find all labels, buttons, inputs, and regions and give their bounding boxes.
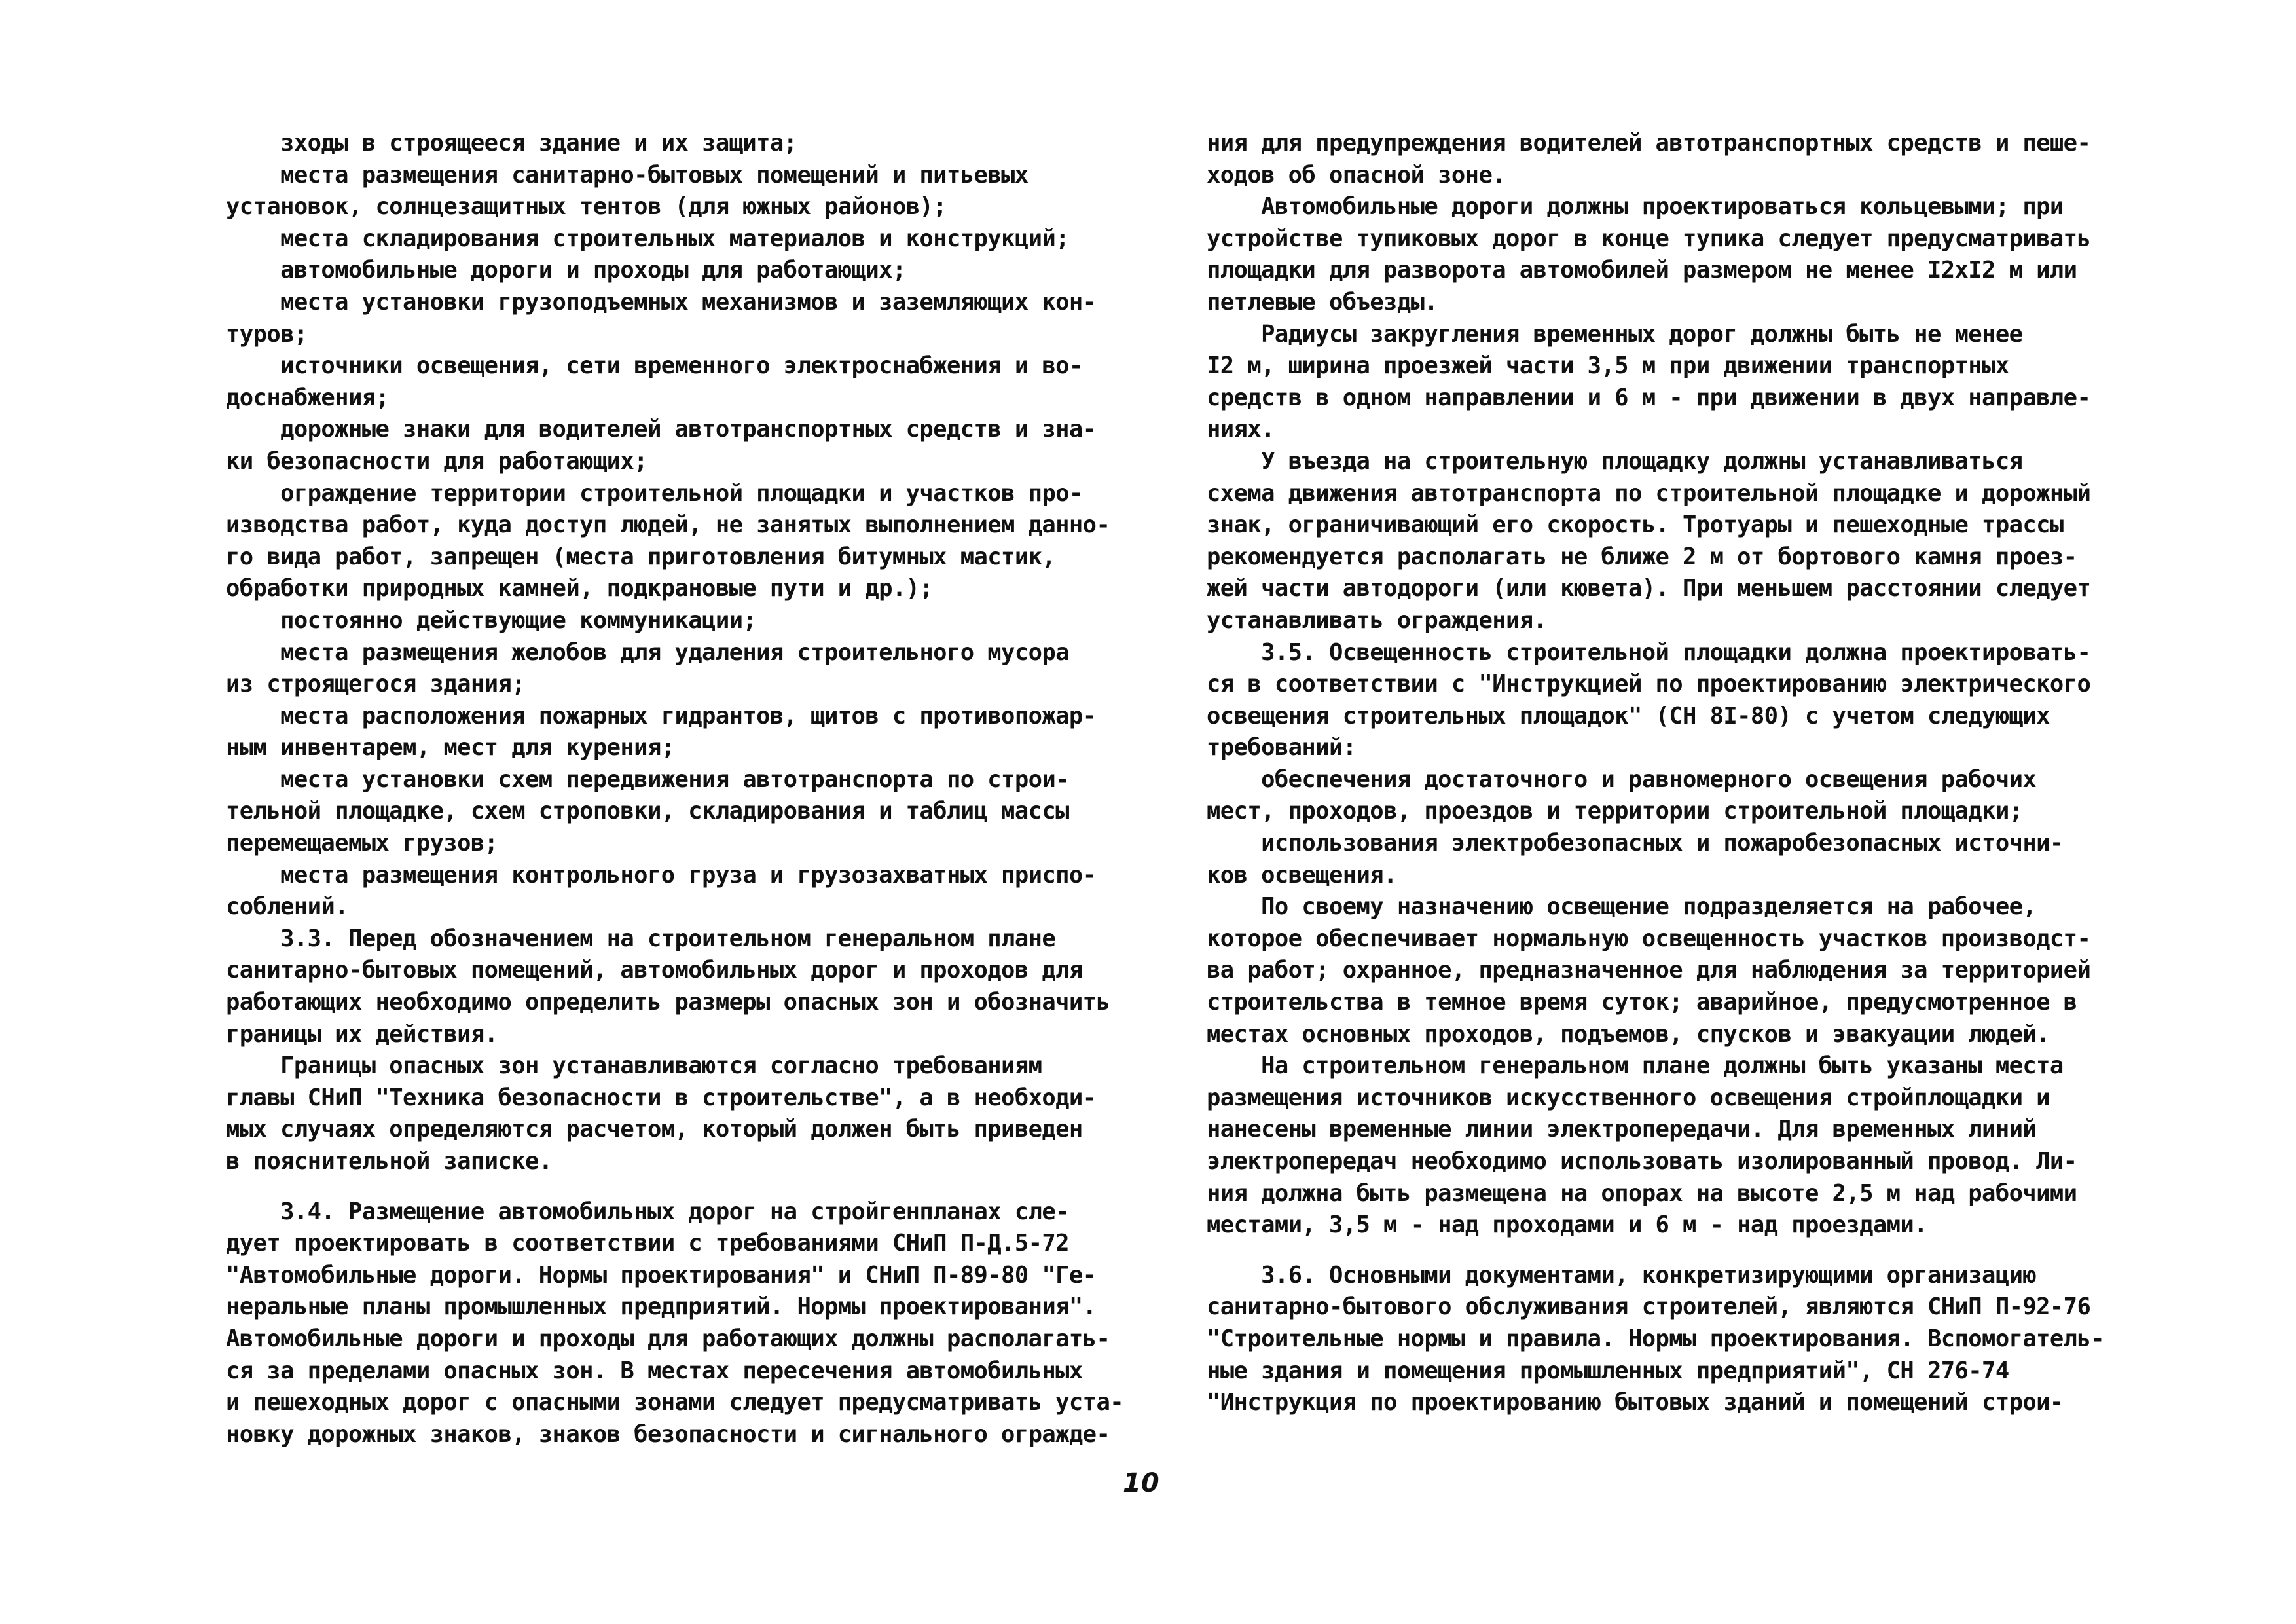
text-line: обеспечения достаточного и равномерного освещения рабочих [1207, 766, 2037, 793]
text-line: ся за пределами опасных зон. В местах пересечения автомобильных [226, 1357, 1083, 1384]
text-line: изводства работ, куда доступ людей, не занятых выполнением данно- [226, 511, 1110, 539]
text-line: санитарно-бытового обслуживания строителей, являются СНиП П-92-76 [1207, 1293, 2091, 1321]
text-line: главы СНиП "Техника безопасности в строительстве", а в необходи- [226, 1084, 1097, 1111]
text-line: тельной площадке, схем строповки, складирования и таблиц массы [226, 798, 1069, 825]
text-line: 3.4. Размещение автомобильных дорог на стройгенпланах сле- [226, 1198, 1069, 1225]
text-line: Автомобильные дороги должны проектироваться кольцевыми; при [1207, 193, 2064, 221]
text-line: автомобильные дороги и проходы для работающих; [226, 257, 906, 284]
text-line: Радиусы закругления временных дорог должны быть не менее [1207, 320, 2023, 348]
text-line: в пояснительной записке. [226, 1148, 553, 1175]
text-line: "Инструкция по проектированию бытовых зданий и помещений строи- [1207, 1389, 2064, 1416]
left-text-column [226, 128, 1123, 1450]
text-line: нанесены временные линии электропередачи. Для временных линий [1207, 1116, 2037, 1143]
text-line: из строящегося здания; [226, 671, 526, 698]
text-line: использования электробезопасных и пожаробезопасных источни- [1207, 830, 2064, 857]
text-line: источники освещения, сети временного электроснабжения и во- [226, 352, 1083, 380]
text-line: мест, проходов, проездов и территории строительной площадки; [1207, 798, 2023, 825]
text-line: устройстве тупиковых дорог в конце тупика следует предусматривать [1207, 225, 2091, 252]
text-line: освещения строительных площадок" (СН 8I-80) с учетом следующих [1207, 702, 2050, 729]
text-line: знак, ограничивающий его скорость. Тротуары и пешеходные трассы [1207, 511, 2064, 539]
text-line: ограждение территории строительной площадки и участков про- [226, 479, 1083, 507]
text-line: ков освещения. [1207, 861, 1397, 889]
text-line: доснабжения; [226, 384, 390, 411]
text-line: петлевые объезды. [1207, 288, 1438, 316]
text-line: схема движения автотранспорта по строительной площадке и дорожный [1207, 479, 2091, 507]
text-line: границы их действия. [226, 1020, 498, 1048]
text-line: неральные планы промышленных предприятий. Нормы проектирования". [226, 1293, 1097, 1321]
text-line: электропередач необходимо использовать изолированный провод. Ли- [1207, 1148, 2077, 1175]
text-line: соблений. [226, 893, 348, 921]
text-line: ния должна быть размещена на опорах на высоте 2,5 м над рабочими [1207, 1179, 2077, 1207]
text-line: строительства в темное время суток; аварийное, предусмотренное в [1207, 989, 2077, 1016]
text-line: По своему назначению освещение подразделяется на рабочее, [1207, 893, 2037, 921]
text-line: работающих необходимо определить размеры опасных зон и обозначить [226, 989, 1110, 1016]
text-line: ным инвентарем, мест для курения; [226, 734, 675, 762]
text-line: размещения источников искусственного освещения стройплощадки и [1207, 1084, 2050, 1111]
text-line: места установки схем передвижения автотранспорта по строи- [226, 766, 1069, 793]
text-line: ниях. [1207, 416, 1275, 443]
text-line: установок, солнцезащитных тентов (для южных районов); [226, 193, 947, 221]
text-line: требований: [1207, 734, 1357, 762]
text-line: I2 м, ширина проезжей части 3,5 м при движении транспортных [1207, 352, 2009, 380]
text-line: новку дорожных знаков, знаков безопасности и сигнального огражде- [226, 1420, 1110, 1448]
text-line: зходы в строящееся здание и их защита; [226, 130, 797, 157]
text-line: ки безопасности для работающих; [226, 447, 647, 475]
paragraph-gap [226, 1178, 1123, 1196]
text-line: и пешеходных дорог с опасными зонами следует предусматривать уста- [226, 1389, 1124, 1416]
text-line: рекомендуется располагать не ближе 2 м от бортового камня проез- [1207, 543, 2077, 570]
text-line: На строительном генеральном плане должны быть указаны места [1207, 1052, 2064, 1080]
text-line: места размещения желобов для удаления строительного мусора [226, 638, 1069, 666]
text-line: мых случаях определяются расчетом, который должен быть приведен [226, 1116, 1083, 1143]
text-line: ся в соответствии с "Инструкцией по проектированию электрического [1207, 671, 2091, 698]
text-line: места расположения пожарных гидрантов, щитов с противопожар- [226, 702, 1097, 729]
text-line: 3.6. Основными документами, конкретизирующими организацию [1207, 1261, 2037, 1289]
text-line: санитарно-бытовых помещений, автомобильных дорог и проходов для [226, 957, 1083, 984]
text-line: места установки грузоподъемных механизмов и заземляющих кон- [226, 288, 1097, 316]
text-line: Границы опасных зон устанавливаются согласно требованиям [226, 1052, 1042, 1080]
text-line: места размещения санитарно-бытовых помещений и питьевых [226, 161, 1029, 189]
text-line: жей части автодороги (или кювета). При меньшем расстоянии следует [1207, 575, 2091, 602]
text-line: 3.3. Перед обозначением на строительном генеральном плане [226, 925, 1056, 952]
text-line: места складирования строительных материалов и конструкций; [226, 225, 1069, 252]
text-line: дорожные знаки для водителей автотранспортных средств и зна- [226, 416, 1097, 443]
text-line: Автомобильные дороги и проходы для работающих должны располагать- [226, 1325, 1110, 1352]
text-line: местах основных проходов, подъемов, спусков и эвакуации людей. [1207, 1020, 2050, 1048]
text-line: У въезда на строительную площадку должны устанавливаться [1207, 447, 2023, 475]
text-line: устанавливать ограждения. [1207, 606, 1547, 634]
paragraph-gap [1207, 1242, 2104, 1260]
text-line: "Автомобильные дороги. Нормы проектирования" и СНиП П-89-80 "Ге- [226, 1261, 1097, 1289]
text-line: ва работ; охранное, предназначенное для наблюдения за территорией [1207, 957, 2091, 984]
right-text-column [1207, 128, 2104, 1419]
text-line: местами, 3,5 м - над проходами и 6 м - над проездами. [1207, 1211, 1927, 1239]
text-line: туров; [226, 320, 308, 348]
text-line: средств в одном направлении и 6 м - при движении в двух направле- [1207, 384, 2091, 411]
text-line: го вида работ, запрещен (места приготовления битумных мастик, [226, 543, 1056, 570]
text-line: места размещения контрольного груза и грузозахватных приспо- [226, 861, 1097, 889]
text-line: ния для предупреждения водителей автотранспортных средств и пеше- [1207, 130, 2091, 157]
text-line: дует проектировать в соответствии с требованиями СНиП П-Д.5-72 [226, 1230, 1069, 1257]
text-line: "Строительные нормы и правила. Нормы проектирования. Вспомогатель- [1207, 1325, 2105, 1352]
text-line: которое обеспечивает нормальную освещенность участков производст- [1207, 925, 2091, 952]
text-line: площадки для разворота автомобилей размером не менее I2xI2 м или [1207, 257, 2077, 284]
text-line: постоянно действующие коммуникации; [226, 606, 757, 634]
text-line: ные здания и помещения промышленных предприятий", СН 276-74 [1207, 1357, 2009, 1384]
page-number: 10 [1123, 1468, 1159, 1498]
text-line: перемещаемых грузов; [226, 830, 498, 857]
text-line: обработки природных камней, подкрановые пути и др.); [226, 575, 934, 602]
text-line: ходов об опасной зоне. [1207, 161, 1506, 189]
text-line: 3.5. Освещенность строительной площадки должна проектировать- [1207, 638, 2091, 666]
